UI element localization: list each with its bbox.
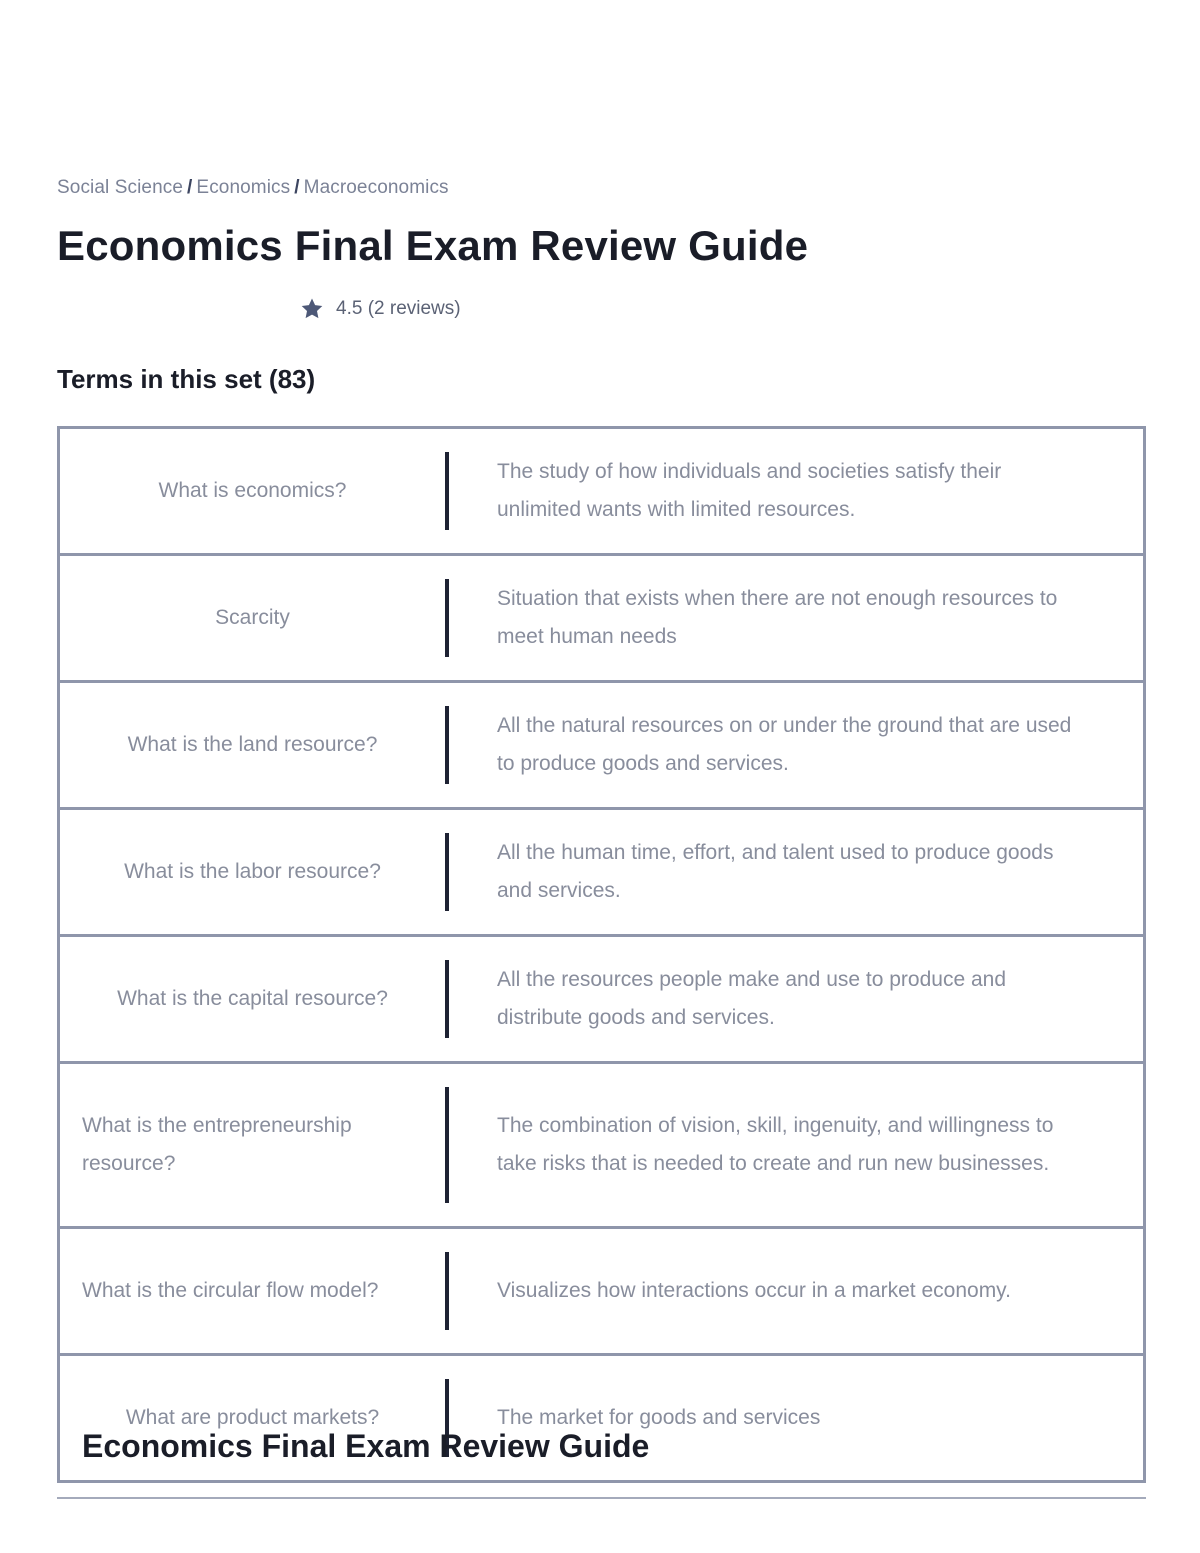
rating-text: 4.5 (2 reviews) <box>336 298 461 319</box>
definition-text: The study of how individuals and societies satisfy their unlimited wants with limited resources. <box>497 460 1002 521</box>
breadcrumb-item-economics[interactable]: Economics <box>196 177 291 198</box>
term-row[interactable] <box>60 937 1143 1064</box>
term-text: What is the circular flow model? <box>82 1279 379 1302</box>
term-row[interactable] <box>60 429 1143 556</box>
term-row[interactable] <box>60 810 1143 937</box>
breadcrumb-separator: / <box>294 177 300 198</box>
rating <box>300 297 461 321</box>
definition-text: Visualizes how interactions occur in a market economy. <box>497 1279 1011 1302</box>
term-text: What is the capital resource? <box>117 987 388 1010</box>
terms-table <box>57 426 1146 1483</box>
term-text: What is the land resource? <box>127 733 378 756</box>
term-row[interactable] <box>60 1229 1143 1356</box>
term-text: What is economics? <box>158 479 347 502</box>
definition-text: The combination of vision, skill, ingenuity, and willingness to take risks that is needed to create and run new businesses. <box>497 1114 1054 1175</box>
footer-title: Economics Final Exam Review Guide <box>82 1428 650 1464</box>
definition-text: All the resources people make and use to produce and distribute goods and services. <box>497 968 1006 1029</box>
term-row[interactable] <box>60 683 1143 810</box>
term-text: What is the labor resource? <box>124 860 381 883</box>
term-row[interactable] <box>60 1064 1143 1229</box>
term-text: What are product markets? <box>125 1406 380 1429</box>
breadcrumb-item-macroeconomics[interactable]: Macroeconomics <box>303 177 449 198</box>
definition-text: Situation that exists when there are not enough resources to meet human needs <box>497 587 1058 648</box>
breadcrumb <box>57 177 449 199</box>
breadcrumb-item-social-science[interactable]: Social Science <box>57 177 184 198</box>
term-row[interactable] <box>60 556 1143 683</box>
star-icon <box>300 297 324 321</box>
breadcrumb-separator: / <box>187 177 193 198</box>
term-text: What is the entrepreneurship resource? <box>82 1114 352 1175</box>
term-text: Scarcity <box>215 606 290 629</box>
definition-text: All the human time, effort, and talent used to produce goods and services. <box>497 841 1054 902</box>
definition-text: The market for goods and services <box>497 1406 821 1429</box>
terms-viewport[interactable] <box>57 426 1146 1429</box>
page-title: Economics Final Exam Review Guide <box>57 222 809 269</box>
footer-divider <box>57 1497 1146 1499</box>
definition-text: All the natural resources on or under the ground that are used to produce goods and services. <box>497 714 1072 775</box>
terms-heading: Terms in this set (83) <box>57 364 316 394</box>
